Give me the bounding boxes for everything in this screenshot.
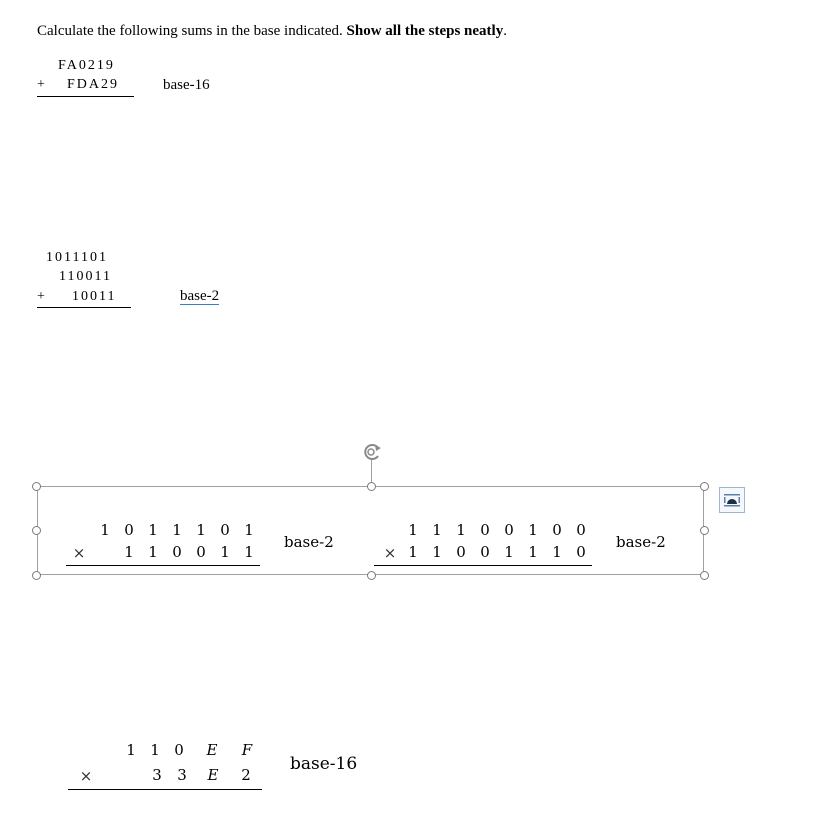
problem1-operator: + [37, 77, 47, 92]
problem5-top-digit: 1 [126, 741, 136, 759]
problem4-bottom-digit: 0 [480, 543, 490, 561]
resize-handle-top-right[interactable] [700, 482, 709, 491]
problem3-bottom-digit: 1 [148, 543, 158, 561]
problem4-top-digit: 0 [504, 521, 514, 539]
problem5-base-label: base-16 [290, 754, 358, 774]
problem2-row3: 10011 [72, 289, 117, 304]
problem2-sum-line [37, 307, 131, 308]
problem3-bottom-digit: 1 [124, 543, 134, 561]
problem4-bottom-digit: 0 [456, 543, 466, 561]
problem4-product-line [374, 565, 592, 566]
problem5-bottom-digit: 3 [177, 766, 187, 784]
problem4-operator: × [383, 544, 397, 562]
problem5-top-digit: F [241, 741, 253, 759]
problem4-base-label: base-2 [616, 533, 666, 551]
problem4-bottom-digit: 0 [576, 543, 586, 561]
problem3-top-digit: 1 [196, 521, 206, 539]
problem1-bottom-number: FDA29 [67, 77, 120, 92]
problem3-bottom-digit: 1 [244, 543, 254, 561]
problem5-top-digit: E [206, 741, 218, 759]
resize-handle-middle-right[interactable] [700, 526, 709, 535]
problem2-row1: 1011101 [46, 250, 108, 265]
resize-handle-bottom-center[interactable] [367, 571, 376, 580]
problem1-base-label: base-16 [163, 77, 210, 93]
problem4-bottom-digit: 1 [432, 543, 442, 561]
problem2-operator: + [37, 289, 47, 304]
problem4-bottom-digit: 1 [552, 543, 562, 561]
instructions-period: . [503, 23, 507, 39]
rotate-handle-icon[interactable] [360, 440, 386, 464]
problem2-row2: 110011 [59, 269, 112, 284]
problem4-bottom-digit: 1 [408, 543, 418, 561]
problem2-base-label: base-2 [180, 288, 220, 304]
problem3-top-digit: 1 [100, 521, 110, 539]
problem3-bottom-digit: 0 [172, 543, 182, 561]
problem4-top-digit: 1 [456, 521, 466, 539]
problem1-top-number: FA0219 [58, 58, 115, 73]
problem5-top-digit: 0 [174, 741, 184, 759]
problem4-top-digit: 1 [528, 521, 538, 539]
problem4-top-digit: 0 [576, 521, 586, 539]
problem3-base-label: base-2 [284, 533, 334, 551]
problem4-top-digit: 0 [552, 521, 562, 539]
problem3-top-digit: 0 [220, 521, 230, 539]
resize-handle-middle-left[interactable] [32, 526, 41, 535]
instructions-emphasis: Show all the steps neatly [346, 23, 504, 39]
problem3-top-digit: 1 [148, 521, 158, 539]
problem1-sum-line [37, 96, 134, 97]
instructions [37, 23, 507, 40]
resize-handle-bottom-left[interactable] [32, 571, 41, 580]
layout-options-button[interactable] [719, 487, 745, 513]
problem4-bottom-digit: 1 [504, 543, 514, 561]
problem3-bottom-digit: 0 [196, 543, 206, 561]
problem4-top-digit: 0 [480, 521, 490, 539]
problem3-bottom-digit: 1 [220, 543, 230, 561]
layout-options-icon [723, 491, 741, 514]
problem5-bottom-digit: 3 [152, 766, 162, 784]
problem3-top-digit: 0 [124, 521, 134, 539]
problem5-bottom-digit: 2 [241, 766, 251, 784]
problem3-product-line [66, 565, 260, 566]
problem5-product-line [68, 789, 262, 790]
problem3-top-digit: 1 [244, 521, 254, 539]
resize-handle-top-center[interactable] [367, 482, 376, 491]
problem3-top-digit: 1 [172, 521, 182, 539]
problem4-top-digit: 1 [408, 521, 418, 539]
instructions-text: Calculate the following sums in the base indicated. [37, 23, 347, 39]
problem3-operator: × [72, 544, 86, 562]
problem4-top-digit: 1 [432, 521, 442, 539]
resize-handle-top-left[interactable] [32, 482, 41, 491]
resize-handle-bottom-right[interactable] [700, 571, 709, 580]
problem5-top-digit: 1 [150, 741, 160, 759]
problem4-bottom-digit: 1 [528, 543, 538, 561]
problem5-operator: × [79, 767, 93, 785]
problem5-bottom-digit: E [207, 766, 219, 784]
